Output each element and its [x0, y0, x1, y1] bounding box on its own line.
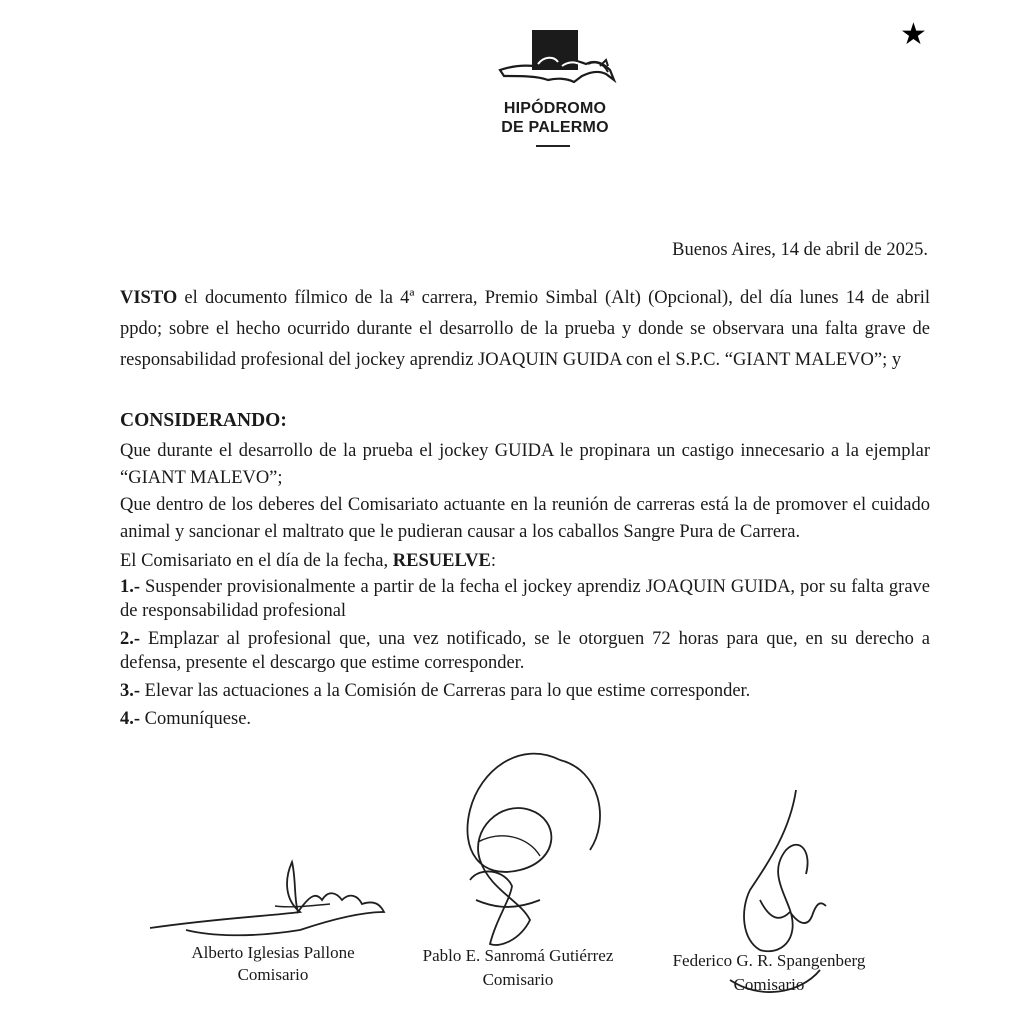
- visto-lead: VISTO: [120, 288, 178, 308]
- resuelve-keyword: RESUELVE: [392, 551, 491, 571]
- resuelve-intro: [120, 548, 930, 575]
- item-text: Emplazar al profesional que, una vez notificado, se le otorguen 72 horas para que, en su derecho a defensa, presente el descargo que estime corresponder.: [120, 629, 930, 673]
- considerando-heading: CONSIDERANDO:: [120, 410, 287, 431]
- resuelve-intro-end: :: [490, 551, 496, 571]
- item-text: Suspender provisionalmente a partir de la fecha el jockey aprendiz JOAQUIN GUIDA, por su falta grave de responsabilidad profesional: [120, 577, 930, 621]
- considerando-paragraph-2: Que dentro de los deberes del Comisariato actuante en la reunión de carreras está la de promover el cuidado animal y sancionar el maltrato que le pudieran causar a los caballos Sangre Pura de Carrera.: [120, 495, 930, 542]
- item-text: Elevar las actuaciones a la Comisión de Carreras para lo que estime corresponder.: [140, 681, 751, 701]
- signature-2-scribble: [467, 754, 600, 945]
- resuelve-item-4: [120, 707, 930, 731]
- signature-1-scribble: [150, 862, 384, 935]
- star-mark: ★: [900, 17, 927, 52]
- signatory-2-name: Pablo E. Sanromá Gutiérrez: [422, 946, 614, 965]
- resuelve-item-2: [120, 627, 930, 675]
- dateline: Buenos Aires, 14 de abril de 2025.: [672, 240, 928, 260]
- logo-text-line1: HIPÓDROMO: [503, 100, 607, 117]
- item-text: Comuníquese.: [140, 709, 252, 729]
- item-number: 4.-: [120, 709, 141, 729]
- item-number: 1.-: [120, 577, 141, 597]
- resuelve-item-3: [120, 679, 930, 703]
- resuelve-item-1: [120, 575, 930, 623]
- signatory-1-role: Comisario: [237, 965, 309, 984]
- visto-paragraph: [120, 283, 930, 376]
- item-number: 3.-: [120, 681, 141, 701]
- considerando-paragraph-1: Que durante el desarrollo de la prueba el jockey GUIDA le propinara un castigo innecesario a la ejemplar “GIANT MALEVO”;: [120, 441, 930, 488]
- resolution-body: [120, 283, 930, 731]
- visto-text: el documento fílmico de la 4ª carrera, Premio Simbal (Alt) (Opcional), del día lunes 14 de abril ppdo; sobre el hecho ocurrido durante el desarrollo de la prueba y donde se observara una falta grave de responsabilidad profesional del jockey aprendiz JOAQUIN GUIDA con el S.P.C. “GIANT MALEVO”; y: [120, 288, 930, 370]
- resuelve-intro-text: El Comisariato en el día de la fecha,: [120, 551, 393, 571]
- signatory-2-role: Comisario: [482, 970, 554, 989]
- item-number: 2.-: [120, 629, 141, 649]
- hipodromo-logo: [490, 30, 630, 155]
- signatory-1-name: Alberto Iglesias Pallone: [191, 943, 355, 962]
- signatory-3-name: Federico G. R. Spangenberg: [672, 951, 866, 970]
- horse-logo-icon: [490, 30, 630, 100]
- logo-text-line2: DE PALERMO: [501, 119, 609, 136]
- signatory-3-role: Comisario: [733, 975, 805, 994]
- logo-underline: [536, 145, 570, 147]
